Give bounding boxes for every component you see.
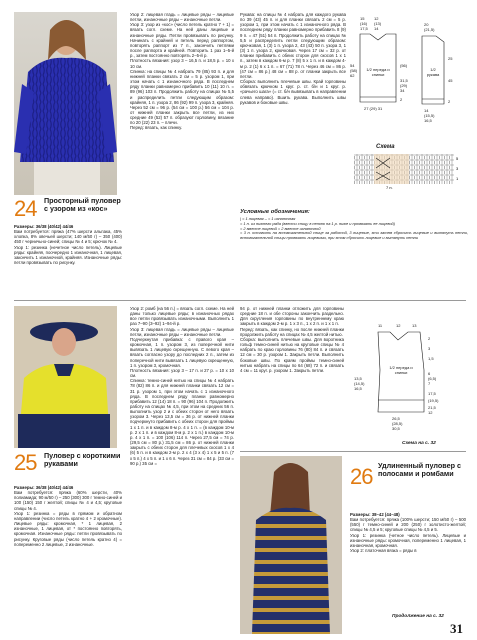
row-3: 3	[456, 166, 459, 171]
row-5: 5	[456, 156, 459, 161]
p25-sizes: Размеры: 36/38 (40/42) 44/46	[14, 485, 74, 490]
dim-15: 27 (29) 31	[364, 106, 383, 111]
p24-materials: Вам потребуется: пряжа (47% шерсти альпака, 45% хлопка, 8% овечьей шерсти; 140 м/50 г) – 350 (400) 450 г черничьно-синей; спицы № 4 и 5; крючок № 4.	[14, 229, 122, 245]
legend-item-3: = 2 вместе лицевой = 2 вместе изнаночной	[240, 225, 321, 231]
dim-5: (13)	[374, 21, 382, 26]
label-sleeve-24: 1/2 рукава	[426, 67, 440, 77]
p25-pattern-3: Узор 3: лицевая гладь = лицевые ряды – лицевые петли, изнаночные ряды – изнаночные петли.	[130, 326, 234, 337]
svg-text:(6,5): (6,5)	[428, 376, 437, 381]
p24-assembly: Сборка: выполнить плечевые швы. Край горловины обвязать крючком 1 круг. р. ст. б/н и 1 круг. р. «рачьего шага» (= ст. б/н вывязывать в направлении слева направо). Вшить рукава. Выполнить швы рукавов и боковые швы.	[240, 79, 346, 105]
svg-text:16,5: 16,5	[354, 386, 362, 391]
dim-11: 31,5	[400, 78, 408, 83]
p26-materials: Вам потребуется: пряжа (100% шерсти; 150 м/50 г) – 500 (550) г темно-синей и 200 (250) г золотисто-желтой; спицы № 4,5 и 5; круговые спицы № 4,5 и 5.	[350, 517, 466, 533]
dim-7: 54	[350, 63, 355, 68]
dim-13: 34	[400, 88, 405, 93]
p26-pattern-2: Узор 2: платочная вязка = ряды в	[350, 548, 417, 554]
dim-4: 12	[374, 16, 379, 21]
schema-ref-25: Схема на с. 32	[402, 441, 436, 446]
svg-text:12: 12	[396, 323, 401, 328]
svg-text:(14,5): (14,5)	[354, 381, 365, 386]
project-title-24: Просторный пуловер с узором из «кос»	[44, 196, 121, 213]
p26-sizes: Размеры: 38–42 (44–48)	[350, 512, 400, 517]
row-1: 1	[456, 176, 459, 181]
pattern-diagram-25	[350, 320, 466, 434]
svg-text:3: 3	[428, 346, 431, 351]
svg-text:(28,5): (28,5)	[392, 421, 403, 426]
p25-materials: Вам потребуется: пряжа (60% шерсти, 40% полиамида; 90 м/50 г) – 250 (300) 300 г темно-синей и 100 (150) 150 г желтой; спицы № 4 и 4,5; круговые спицы № 4.	[14, 490, 122, 511]
photo-pullover-26	[240, 456, 342, 634]
dim-10: (56)	[400, 63, 408, 68]
legend-24	[240, 217, 468, 269]
dim-17: (21,5)	[424, 27, 435, 32]
section-divider	[14, 300, 466, 301]
p24-front: Перед: вязать, как спинку.	[130, 125, 183, 131]
legend-title-24: Условные обозначения:	[240, 209, 310, 215]
dim-1: 15	[360, 16, 365, 21]
section-divider-2	[240, 451, 466, 452]
p24-pattern-2: Узор 2: лицевая гладь = лицевые ряды – лицевые петли, изнаночные ряды – изнаночные петли.	[130, 12, 234, 23]
p25-column-2	[130, 306, 234, 632]
p24-column-2	[130, 12, 234, 278]
dim-6: 14	[374, 26, 379, 31]
project-number-26: 26	[350, 464, 373, 489]
svg-text:21,5: 21,5	[428, 405, 436, 410]
p25-pattern-1: Узор 1: резинка = ряды в прямом и обратном направлении (число петель кратно 4 + 2 кромочные). Лицевые ряды: кромочная, * 1 лицевая, 2 изнаночные, 1 лицевая, от * постоянно повторять, кромочная. Изнаночные ряды: петли провязывать по рисунку. Круговые ряды (число петель кратно 4) = попеременно 2 лицевые, 2 изнаночные.	[14, 510, 122, 547]
dim-9: 62	[350, 73, 355, 78]
p24-density: Плотность вязания: узор 3 – 16,5 п. и 18,5 р. = 10 x 10 см.	[130, 58, 234, 69]
svg-text:30,5: 30,5	[392, 426, 400, 431]
pattern-diagram-24	[350, 12, 466, 130]
p25-increase: Подчеркнутая прибавка: с правого края – кромочная, 1 п. узором 3, из поперечной нити вывязать 1 лицевую скрещенную. С левого края – вязать согласно узору до последних 2 п., затем из поперечной нити вывязать 1 лицевую скрещенную, 1 п. узором 3, кромочная.	[130, 336, 234, 368]
legend-item-2: = 1 п. из нижнего ряда (ввести спицу в петлю на 1 р. ниже и провязать ее лицевой)	[240, 220, 395, 226]
svg-text:(19,5): (19,5)	[428, 398, 439, 403]
dim-18: 25	[448, 56, 453, 61]
photo-pullover-25	[14, 306, 117, 448]
p25-column-3	[240, 306, 344, 446]
svg-text:13: 13	[412, 323, 417, 328]
dim-22: (15,5)	[424, 113, 435, 118]
dim-3: 17,5	[360, 26, 368, 31]
label-back-24: 1/2 переда и спинки	[366, 67, 390, 77]
p24-sizes: Размеры: 36/38 (40/42) 44/46	[14, 224, 74, 229]
svg-text:7: 7	[428, 381, 431, 386]
p25-column-1	[14, 485, 122, 625]
p26-pattern-1: Узор 1: резинка (четное число петель). Лицевые и изнаночные ряды: кромочная, попеременно 1 лицевая, 1 изнаночная, кромочная.	[350, 532, 466, 548]
project-title-26: Удлиненный пуловер с полосами и ромбами	[378, 461, 461, 478]
p25-density: Плотность вязания: узор 3 – 17 п. и 27 р. = 10 x 10 см.	[130, 367, 234, 379]
dim-20: 2	[448, 99, 451, 104]
svg-text:13,5: 13,5	[354, 376, 362, 381]
dim-23: 16,5	[424, 118, 432, 123]
dim-12: (29)	[400, 83, 408, 88]
p24-back: Спинка: на спицы № 4 набрать 79 (85) 93 п. и для нижней планки связать 2 см = 5 р. узором 1, при этом начать с 1 изнаночного ряда. В последнем ряду планки равномерно прибавить 10 (11) 10 п. = 89 (96) 103 п. Продолжить работу на спицах № 5,5 и распределить петли следующим образом: крайняя, 1 п. узора 2, 86 (92) 99 п. узора 3, крайняя. Через 52 см = 96 р. (54 см = 100 р.) 56 см = 104 р. от нижней планки закрыть все петли, из них средние 49 (52) 57 п. образуют горловину, вязание по 20 (22) 23 п. – плечи.	[130, 68, 234, 126]
project-number-25: 25	[14, 450, 37, 475]
continuation-note: Продолжение на с. 32	[392, 614, 444, 619]
svg-text:11: 11	[378, 323, 383, 328]
project-number-24: 24	[14, 196, 37, 221]
svg-text:6: 6	[428, 371, 431, 376]
legend-item-1: | = 1 лицевая – = 1 изнаночная	[240, 217, 296, 221]
p26-column	[350, 512, 466, 610]
p25-front: Перед: вязать, как спинку, но после нижней планки продолжить работу на спицах № 4,5 желтой нитью.	[240, 326, 344, 337]
p24-pattern-3: Узор 3: узор из «кос» (число петель кратно 7 + 1) = вязать согл. схеме. На ней даны лицевые и изнаночные ряды. Петли провязывать по рисунку. Начинать с крайней и петель перед раппортом, повторять раппорт из 7 п., закончить петлями после раппорта и крайней. Повторить 1 раз 1–5-й р., затем постоянно повторять 2–5-й р.	[130, 22, 234, 59]
legend-item-4: = 3 п. оставить на вспомогательной спице за работой, 3 лицевые, эти затем сбросить лицевые и вытянуть петли, вспомогательной спицы провязать лицевыми, при этом сбросить лицевые и вытянуть петли	[240, 230, 468, 241]
p24-sleeve: Рукава: на спицы № 4 набрать для каждого рукава по 39 (43) 45 п. и для планки связать 2 см = 5 р. узором 1, при этом начать с 1 изнаночного ряда. В последнем ряду планки равномерно прибавить 8 (9) 9 п. = 47 (51) 54 п. Продолжить работу на спицах № 5,5 и распределить петли следующим образом: крючковая, 1 (3) 1 п. узора 2, 43 (43) 50 п. узора 3, 1 (3) 1 п. узора 2, крючковая. Через 17 см = 32 р. от планки прибавить с обеих сторон для скосов 1 x 1 п., затем в каждом 6-м р. 7 (8) 5 x 1 п. и в каждом 4-м р. 2 (1) 6 x 1 п. = 67 (71) 78 п. Через 46 см = 86 р. (47 см = 86 р.) 48 см = 88 р. от планки закрыть все петли.	[240, 12, 346, 79]
svg-text:1,5: 1,5	[428, 356, 434, 361]
dim-19: 45	[448, 78, 453, 83]
p25-back: Спинка: темно-синей нитью на спицы № 4 набрать 78 (82) 86 п. и для нижней планки связать 12 см = 31 р. узором 1, при этом начать с 1 изнаночного ряда. В последнем ряду планки равномерно прибавить 12 (14) 18 п. = 90 (96) 104 п. Продолжить работу на спицах № 4,5, при этом на средних 56 п. выполнить узор 2 и с обеих сторон от него вязать узором 3. Через 13,5 см = 36 р. от нижней планки подчеркнуто прибавить с обеих сторон для проймы 1 x 1 п. и в каждом 8-м р. 4 x 1 п. = (в каждом 10-м р. 2 x 1 п. и в каждом 8-м р. 2 x 1 п.) в каждом 10-м р. 4 x 1 п. = 100 (106) 114 п. Через 27,5 см = 74 р. (29,5 см = 80 р.) 31,5 см = 86 р. от нижней планки закрыть с обеих сторон для плечевых скосов 1 x 4 (6) 5 п. и в каждом 2-м р. 2 x 4 (3 x 4) 1 x 5 и 5 п. (7 x 5 п.) 4 x 5 п. и 1 x 6 п. Через 31 см = 84 р. (33 см = 90 р.) 35 см =	[130, 378, 234, 466]
p25-back-2: 94 р. от нижней планки отложить для горловины средние 18 п. и обе стороны закончить раздельно. Для скругления горловины по внутреннему краю закрыть в каждом 2-м р. 1 x 3 п., 1 x 2 п. и 1 x 1 п.	[240, 306, 344, 327]
dim-2: (16)	[360, 21, 368, 26]
photo-pullover-24	[14, 12, 117, 195]
schema-grid-24	[352, 150, 464, 190]
p25-pattern-2: Узор 2: ромб (на 56 п.) = вязать согл. схеме. На ней даны только лицевые ряды; в изнаночных рядах все петли провязывать изнаночными. Выполнить 1 раз 7–90 (3–92) 1–94-й р.	[130, 306, 234, 327]
rapport-24: 7 п.	[386, 185, 393, 190]
dim-21: 14	[424, 108, 429, 113]
dim-16: 20	[424, 22, 429, 27]
schema-label-24: Схема	[376, 144, 395, 150]
svg-text:17,5: 17,5	[428, 391, 436, 396]
svg-text:12: 12	[428, 410, 433, 415]
label-back-25: 1/2 переда и спинки	[389, 365, 413, 375]
p24-column-3	[240, 12, 346, 198]
project-title-25: Пуловер с короткими рукавами	[44, 451, 121, 468]
p25-assembly: Сборка: выполнить плечевые швы. Для воротника гольф темно-синей нитью на круговые спицы № 4 набрать по краю горловины 76 (80) 84 п. и связать 12 см = 30 р. узором 1. Закрыть петли. Выполнить боковые швы. По краям проймы темно-синей нитью набрать на спицы по 64 (68) 72 п. и связать 4 см = 11 круг. р. узором 1. Закрыть петли.	[240, 336, 344, 373]
svg-text:26,5: 26,5	[392, 416, 400, 421]
dim-14: 2	[400, 97, 403, 102]
page-number: 31	[450, 621, 463, 636]
p24-pattern-1: Узор 1: резинка (нечетное число петель). Лицевые ряды: крайняя, поочередно 1 изнаночная, 1 лицевая, закончить 1 изнаночной, крайняя. Изнаночные ряды: петли провязывать по рисунку.	[14, 244, 122, 266]
dim-8: (58)	[350, 68, 358, 73]
svg-text:2: 2	[428, 336, 431, 341]
